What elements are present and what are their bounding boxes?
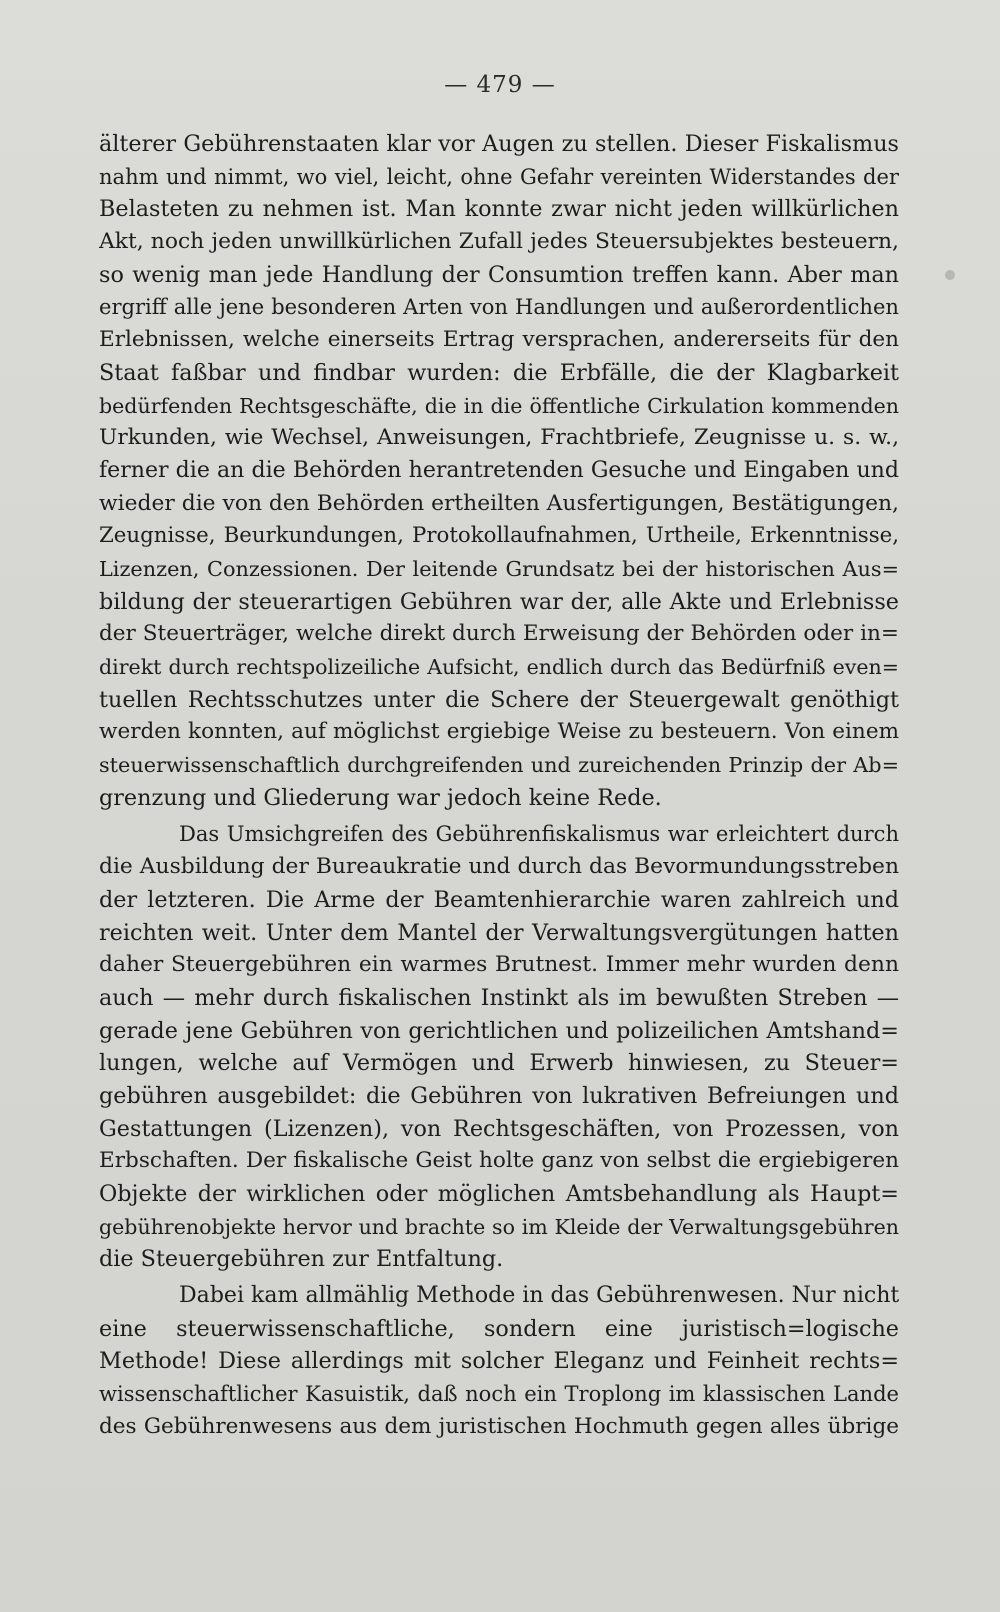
- text-line: ferner die an die Behörden herantretenden Gesuche und Eingaben und: [99, 457, 899, 483]
- paragraph: [99, 128, 899, 814]
- text-line: tuellen Rechtsschutzes unter die Schere der Steuergewalt genöthigt: [99, 686, 899, 713]
- text-line: Gestattungen (Lizenzen), von Rechtsgeschäften, von Prozessen, von: [99, 1115, 899, 1142]
- text-line: Belasteten zu nehmen ist. Man konnte zwar nicht jeden willkürlichen: [99, 196, 899, 223]
- text-line: bildung der steuerartigen Gebühren war der, alle Akte und Erlebnisse: [99, 588, 899, 615]
- text-line: ergriff alle jene besonderen Arten von Handlungen und außerordentlichen: [99, 294, 899, 320]
- text-line: Objekte der wirklichen oder möglichen Amtsbehandlung als Haupt=: [99, 1181, 899, 1207]
- text-line: so wenig man jede Handlung der Consumtion treffen kann. Aber man: [99, 261, 899, 288]
- text-line: Erbschaften. Der fiskalische Geist holte ganz von selbst die ergiebigeren: [99, 1148, 899, 1174]
- text-line: reichten weit. Unter dem Mantel der Verwaltungsvergütungen hatten: [99, 919, 899, 946]
- text-line: gebührenobjekte hervor und brachte so im Kleide der Verwaltungsgebühren: [99, 1214, 899, 1239]
- text-line: Zeugnisse, Beurkundungen, Protokollaufnahmen, Urtheile, Erkenntnisse,: [99, 523, 899, 549]
- text-line: steuerwissenschaftlich durchgreifenden und zureichenden Prinzip der Ab=: [99, 753, 899, 778]
- text-line: werden konnten, auf möglichst ergiebige Weise zu besteuern. Von einem: [99, 719, 899, 745]
- text-line: auch — mehr durch fiskalischen Instinkt als im bewußten Streben —: [99, 984, 899, 1011]
- text-line: die Ausbildung der Bureaukratie und durch das Bevormundungsstreben: [99, 854, 899, 880]
- text-line: wieder die von den Behörden ertheilten Ausfertigungen, Bestätigungen,: [99, 490, 899, 516]
- text-line: Dabei kam allmählig Methode in das Gebührenwesen. Nur nicht: [179, 1283, 899, 1309]
- paragraph: [99, 818, 899, 1276]
- text-line: Methode! Diese allerdings mit solcher Eleganz und Feinheit rechts=: [99, 1348, 899, 1375]
- text-line: Das Umsichgreifen des Gebührenfiskalismus war erleichtert durch: [179, 821, 899, 847]
- text-line: direkt durch rechtspolizeiliche Aufsicht, endlich durch das Bedürfniß even=: [99, 655, 899, 679]
- text-line: bedürfenden Rechtsgeschäfte, die in die öffentliche Cirkulation kommenden: [99, 393, 899, 418]
- text-line: des Gebührenwesens aus dem juristischen Hochmuth gegen alles übrige: [99, 1413, 899, 1439]
- text-line: eine steuerwissenschaftliche, sondern eine juristisch=logische: [99, 1315, 899, 1342]
- text-line: gebühren ausgebildet: die Gebühren von lukrativen Befreiungen und: [99, 1082, 899, 1109]
- text-line: lungen, welche auf Vermögen und Erwerb hinwiesen, zu Steuer=: [99, 1050, 899, 1077]
- text-line: Staat faßbar und findbar wurden: die Erbfälle, die der Klagbarkeit: [99, 359, 899, 386]
- text-line: nahm und nimmt, wo viel, leicht, ohne Gefahr vereinten Widerstandes der: [99, 163, 899, 189]
- text-line: Lizenzen, Conzessionen. Der leitende Grundsatz bei der historischen Aus=: [99, 556, 899, 581]
- body-text: [99, 128, 899, 1444]
- text-line: grenzung und Gliederung war jedoch keine Rede.: [99, 784, 662, 811]
- text-line: Erlebnissen, welche einerseits Ertrag versprachen, andererseits für den: [99, 327, 899, 353]
- text-line: Akt, noch jeden unwillkürlichen Zufall jedes Steuersubjektes besteuern,: [99, 229, 899, 255]
- page-number: — 479 —: [444, 72, 556, 98]
- text-line: der Steuerträger, welche direkt durch Erweisung der Behörden oder in=: [99, 621, 899, 647]
- paper-smudge: [945, 270, 955, 280]
- text-line: wissenschaftlicher Kasuistik, daß noch ein Troplong im klassischen Lande: [99, 1381, 899, 1407]
- text-line: die Steuergebühren zur Entfaltung.: [99, 1246, 504, 1273]
- text-line: gerade jene Gebühren von gerichtlichen und polizeilichen Amtshand=: [99, 1017, 899, 1044]
- text-line: älterer Gebührenstaaten klar vor Augen zu stellen. Dieser Fiskalismus: [99, 131, 899, 157]
- text-line: der letzteren. Die Arme der Beamtenhierarchie waren zahlreich und: [99, 886, 899, 913]
- paragraph: [99, 1280, 899, 1443]
- text-line: daher Steuergebühren ein warmes Brutnest. Immer mehr wurden denn: [99, 952, 899, 978]
- text-line: Urkunden, wie Wechsel, Anweisungen, Frachtbriefe, Zeugnisse u. s. w.,: [99, 425, 899, 451]
